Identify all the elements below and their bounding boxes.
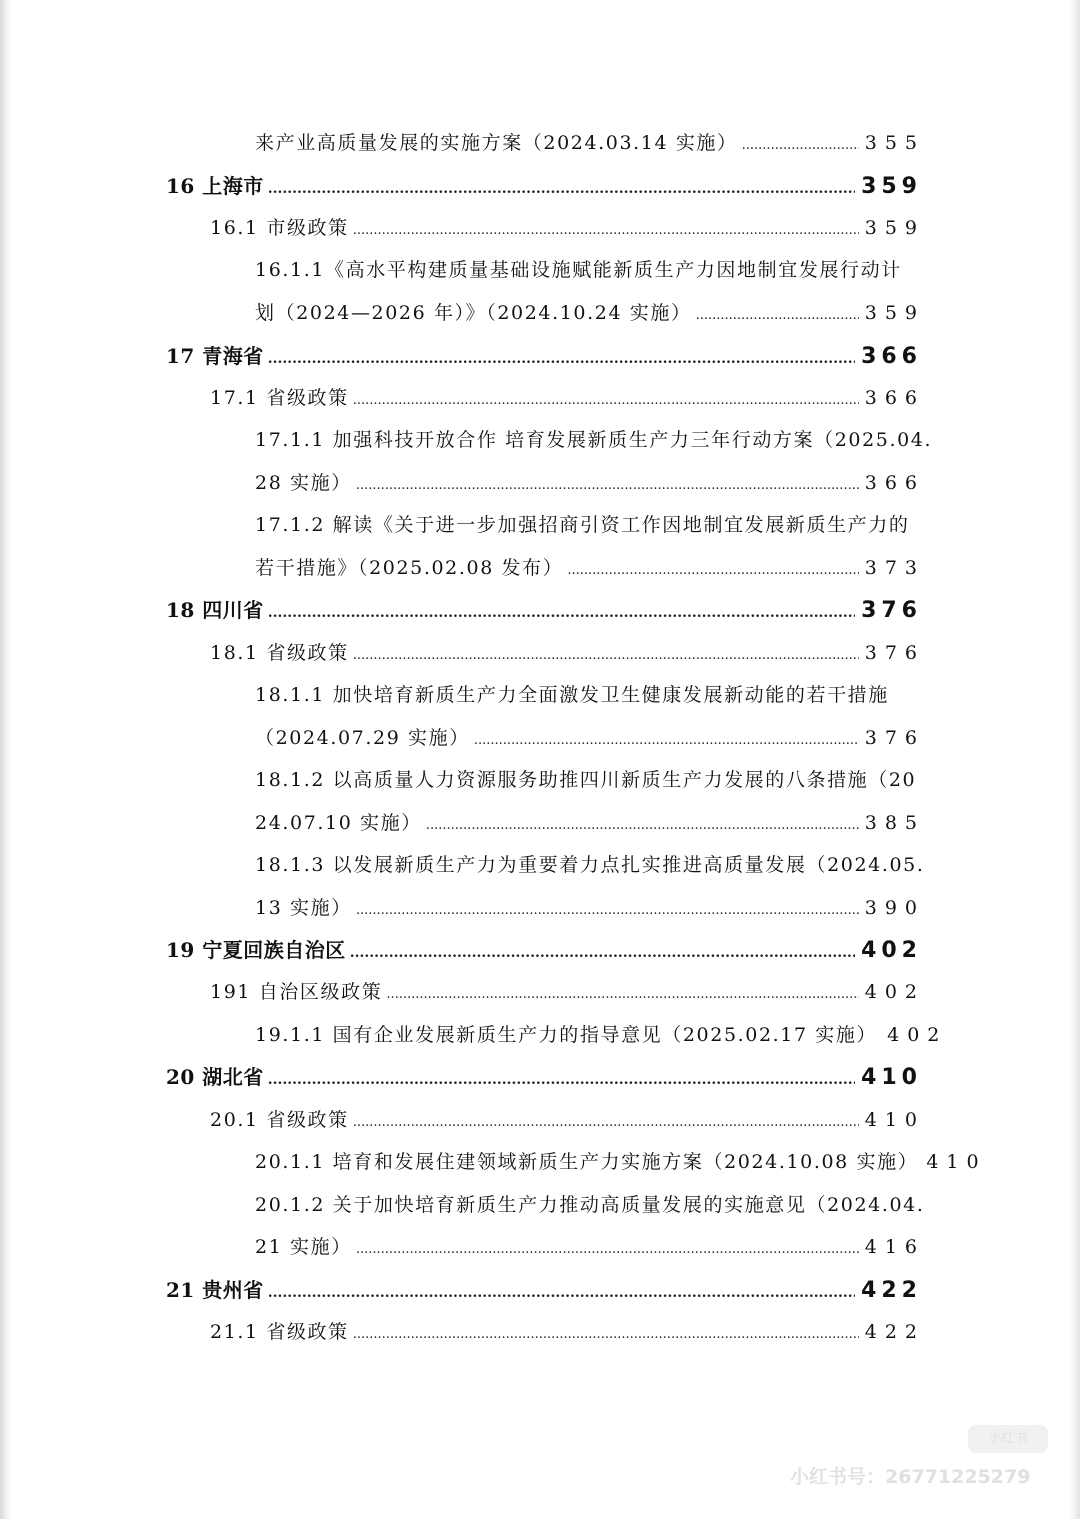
toc-subsection-20-1[interactable] — [210, 1099, 925, 1141]
toc-page-number: 366 — [864, 387, 925, 409]
toc-subsection-title: 191 自治区级政策 — [210, 981, 383, 1003]
toc-page-number: 410 — [926, 1151, 987, 1173]
dot-leader — [268, 1272, 855, 1314]
dot-leader — [353, 1314, 859, 1356]
toc-page-number: 385 — [864, 812, 925, 834]
dot-leader — [353, 210, 859, 252]
toc-entry-18-1-3-line1[interactable]: 18.1.3 以发展新质生产力为重要着力点扎实推进高质量发展（2024.05. — [255, 854, 925, 876]
toc-page-number: 390 — [864, 897, 925, 919]
toc-entry-20-1-2[interactable] — [255, 1226, 925, 1268]
toc-entry-20-1-1[interactable] — [255, 1141, 987, 1183]
toc-page-number: 402 — [887, 1024, 948, 1046]
toc-page-number: 410 — [864, 1109, 925, 1131]
toc-subsection-title: 21.1 省级政策 — [210, 1321, 349, 1343]
toc-section-title: 17 青海省 — [166, 344, 264, 368]
toc-page-number: 376 — [861, 598, 922, 623]
dot-leader — [426, 805, 859, 847]
toc-entry-20-1-2-line1[interactable]: 20.1.2 关于加快培育新质生产力推动高质量发展的实施意见（2024.04. — [255, 1194, 925, 1216]
toc-page-number: 359 — [864, 217, 925, 239]
toc-subsection-title: 16.1 市级政策 — [210, 217, 349, 239]
toc-entry-18-1-1-line1[interactable]: 18.1.1 加快培育新质生产力全面激发卫生健康发展新动能的若干措施 — [255, 684, 889, 706]
dot-leader — [696, 295, 859, 337]
dot-leader — [567, 550, 858, 592]
dot-leader — [356, 1229, 859, 1271]
toc-page-number: 359 — [861, 174, 922, 199]
toc-entry-16-1-1-line1[interactable]: 16.1.1《高水平构建质量基础设施赋能新质生产力因地制宜发展行动计 — [255, 259, 902, 281]
toc-page-number: 366 — [861, 344, 922, 369]
dot-leader — [386, 974, 858, 1016]
dot-leader — [350, 932, 855, 974]
toc-entry-text: 划（2024—2026 年）》（2024.10.24 实施） — [255, 302, 692, 324]
toc-entry-text: 24.07.10 实施） — [255, 812, 422, 834]
toc-subsection-18-1[interactable] — [210, 632, 925, 674]
toc-subsection-16-1[interactable] — [210, 207, 925, 249]
toc-page-number: 355 — [864, 132, 925, 154]
toc-section-title: 18 四川省 — [166, 598, 264, 622]
dot-leader — [474, 720, 859, 762]
toc-subsection-21-1[interactable] — [210, 1311, 925, 1353]
toc-page-number: 373 — [864, 557, 925, 579]
toc-section-17[interactable] — [166, 335, 922, 377]
toc-entry-text: 13 实施） — [255, 897, 352, 919]
toc-entry-text: （2024.07.29 实施） — [255, 727, 470, 749]
dot-leader — [356, 465, 859, 507]
toc-page-number: 376 — [864, 642, 925, 664]
toc-entry-17-1-2-line1[interactable]: 17.1.2 解读《关于进一步加强招商引资工作因地制宜发展新质生产力的 — [255, 514, 910, 536]
toc-subsection-title: 17.1 省级政策 — [210, 387, 349, 409]
toc-subsection-title: 18.1 省级政策 — [210, 642, 349, 664]
toc-section-title: 16 上海市 — [166, 174, 264, 198]
toc-page-number: 402 — [864, 981, 925, 1003]
toc-page-number: 422 — [864, 1321, 925, 1343]
toc-page-number: 416 — [864, 1236, 925, 1258]
watermark-logo: 小红书 — [968, 1425, 1048, 1453]
dot-leader — [268, 1059, 855, 1101]
dot-leader — [268, 592, 855, 634]
toc-entry-18-1-2[interactable] — [255, 802, 925, 844]
watermark-text: 小红书号：26771225279 — [790, 1466, 1031, 1488]
toc-entry-18-1-1[interactable] — [255, 717, 925, 759]
toc-section-21[interactable] — [166, 1269, 922, 1311]
page-edge-left — [0, 0, 12, 1519]
toc-page-number: 359 — [864, 302, 925, 324]
toc-entry-text: 21 实施） — [255, 1236, 352, 1258]
toc-entry-17-1-2[interactable] — [255, 547, 925, 589]
toc-section-title: 21 贵州省 — [166, 1278, 264, 1302]
toc-section-title: 19 宁夏回族自治区 — [166, 938, 346, 962]
dot-leader — [356, 890, 859, 932]
dot-leader — [353, 380, 859, 422]
dot-leader — [353, 1102, 859, 1144]
dot-leader — [353, 635, 859, 677]
toc-page-number: 410 — [861, 1065, 922, 1090]
toc-section-19[interactable] — [166, 929, 922, 971]
toc-page-number: 366 — [864, 472, 925, 494]
toc-entry-18-1-3[interactable] — [255, 887, 925, 929]
toc-entry-19-1-1[interactable] — [255, 1014, 948, 1056]
toc-page-number: 422 — [861, 1278, 922, 1303]
toc-section-16[interactable] — [166, 165, 922, 207]
toc-section-title: 20 湖北省 — [166, 1065, 264, 1089]
page-edge-right — [1070, 0, 1080, 1519]
toc-entry-15-continued[interactable] — [255, 122, 925, 164]
toc-section-20[interactable] — [166, 1056, 922, 1098]
toc-entry-17-1-1[interactable] — [255, 462, 925, 504]
toc-entry-text: 19.1.1 国有企业发展新质生产力的指导意见（2025.02.17 实施） — [255, 1024, 878, 1046]
toc-section-18[interactable] — [166, 589, 922, 631]
toc-entry-text: 来产业高质量发展的实施方案（2024.03.14 实施） — [255, 132, 738, 154]
dot-leader — [268, 168, 855, 210]
toc-entry-text: 若干措施》（2025.02.08 发布） — [255, 557, 564, 579]
toc-entry-17-1-1-line1[interactable]: 17.1.1 加强科技开放合作 培育发展新质生产力三年行动方案（2025.04. — [255, 429, 933, 451]
toc-page-number: 402 — [861, 938, 922, 963]
toc-entry-18-1-2-line1[interactable]: 18.1.2 以高质量人力资源服务助推四川新质生产力发展的八条措施（20 — [255, 769, 917, 791]
dot-leader — [742, 125, 859, 167]
dot-leader — [268, 338, 855, 380]
toc-entry-text: 20.1.1 培育和发展住建领域新质生产力实施方案（2024.10.08 实施） — [255, 1151, 919, 1173]
toc-subsection-19-1[interactable] — [210, 971, 925, 1013]
toc-subsection-17-1[interactable] — [210, 377, 925, 419]
toc-entry-text: 28 实施） — [255, 472, 352, 494]
toc-entry-16-1-1[interactable] — [255, 292, 925, 334]
toc-page-number: 376 — [864, 727, 925, 749]
toc-subsection-title: 20.1 省级政策 — [210, 1109, 349, 1131]
